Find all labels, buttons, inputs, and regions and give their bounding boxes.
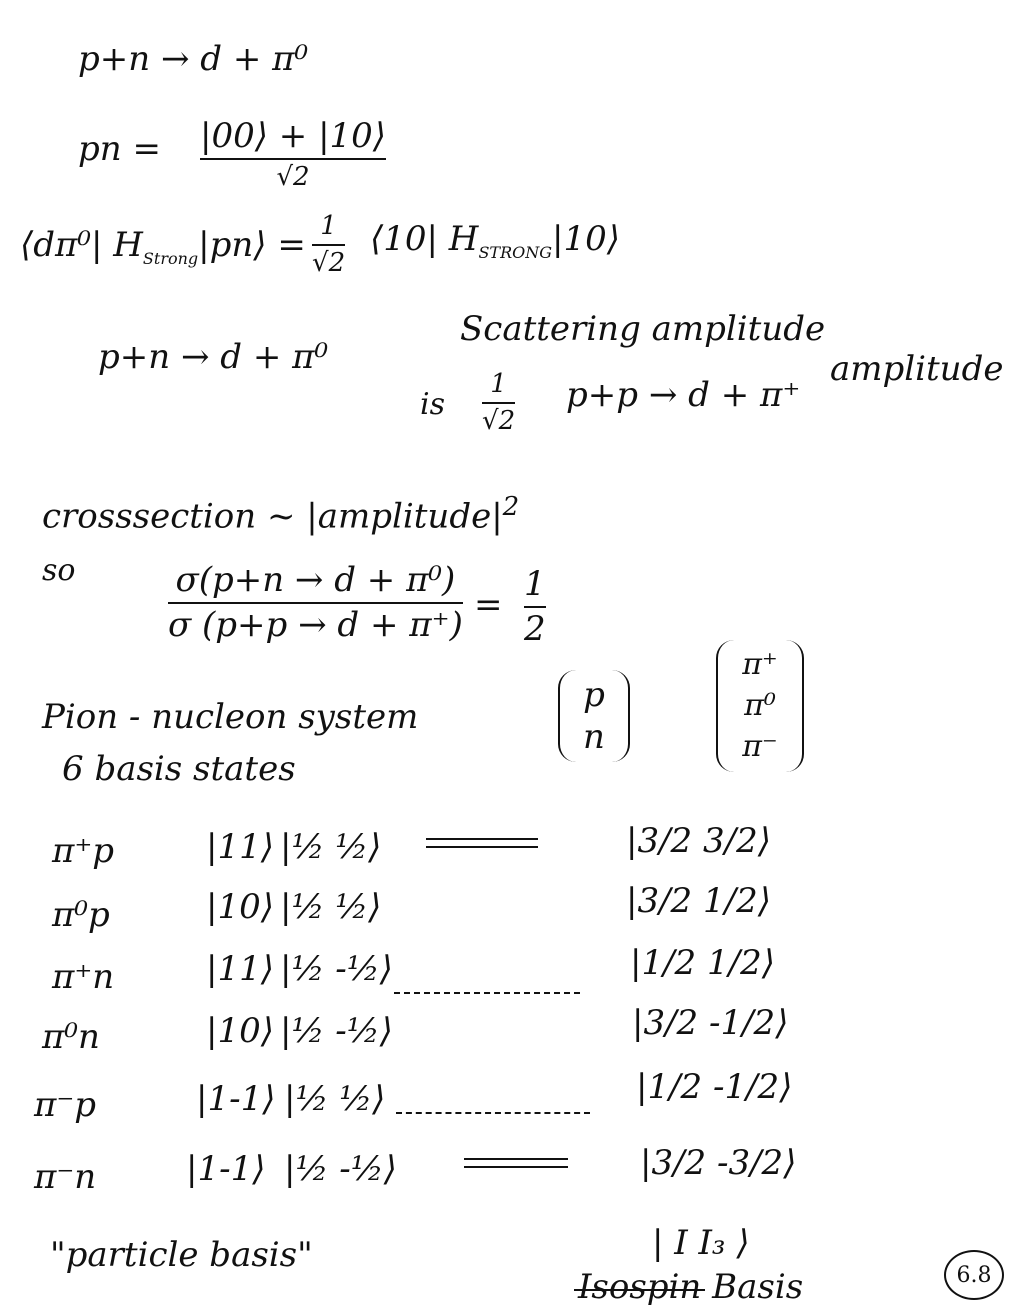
basis-states-text: 6 basis states (62, 749, 296, 789)
row-1-ket2: |½ ½⟩ (280, 827, 382, 867)
row-6-link-solid (464, 1158, 568, 1160)
pion-zero: π⁰ (744, 687, 776, 723)
basis-word: Basis (712, 1267, 804, 1307)
row-6-link-solid-2 (464, 1166, 568, 1168)
fraction-bar (200, 158, 386, 160)
matrix-rhs2: ⟨10| H (370, 219, 479, 259)
page-number: 6.8 (956, 1262, 992, 1288)
row-2-particle: π⁰p (52, 895, 110, 935)
matrix-frac-den: √2 (312, 247, 346, 278)
ratio-denominator: σ (p+p → d + π⁺) (168, 605, 463, 646)
row-5-isospin: |1/2 -1/2⟩ (636, 1067, 793, 1107)
isospin-word-struck: Isospin (578, 1267, 702, 1307)
row-3-ket2: |½ -½⟩ (280, 949, 393, 989)
matrix-subscript: Strong (142, 248, 199, 268)
nucleon-p: p (583, 674, 605, 715)
row-2-ket2: |½ ½⟩ (280, 887, 382, 927)
pn-denominator: √2 (276, 162, 310, 193)
row-4-particle: π⁰n (42, 1017, 100, 1057)
scattering-text: Scattering amplitude (460, 309, 826, 349)
isospin-basis-label (578, 1267, 804, 1307)
cross-power: 2 (502, 492, 520, 522)
pp-reaction: p+p → d + π⁺ (566, 375, 801, 415)
row-1-isospin: |3/2 3/2⟩ (626, 821, 771, 861)
ratio-value (524, 566, 546, 649)
cross-section-text (42, 492, 520, 537)
row-6-ket2: |½ -½⟩ (284, 1149, 397, 1189)
cross-section-ratio (168, 562, 463, 645)
matrix-subscript-2: STRONG (478, 242, 553, 262)
page-number-circle (944, 1250, 1004, 1300)
pion-nucleon-text: Pion - nucleon system (42, 697, 419, 737)
matrix-element (20, 225, 306, 268)
row-1-particle: π⁺p (52, 831, 115, 871)
row-4-ket1: |10⟩ (206, 1011, 274, 1051)
row-5-ket2: |½ ½⟩ (284, 1079, 386, 1119)
row-5-particle: π⁻p (34, 1085, 97, 1125)
row-3-particle: π⁺n (52, 957, 115, 997)
reaction-2: p+n → d + π⁰ (98, 337, 329, 377)
pion-column (716, 640, 804, 772)
is-fraction (482, 370, 515, 435)
row-6-ket1: |1-1⟩ (186, 1149, 266, 1189)
row-3-link-dashed (394, 992, 580, 994)
ratio-value-num: 1 (524, 564, 546, 604)
amplitude-word: amplitude (830, 349, 1004, 389)
matrix-rhs: |pn⟩ = (198, 225, 306, 265)
nucleon-column (558, 670, 630, 762)
cross-section: crosssection ~ |amplitude| (42, 496, 503, 537)
row-1-link-solid (426, 838, 538, 840)
matrix-frac-num: 1 (320, 211, 337, 241)
fraction-bar (482, 402, 515, 404)
row-6-isospin: |3/2 -3/2⟩ (640, 1143, 797, 1183)
is-frac-num: 1 (490, 369, 507, 399)
row-3-ket1: |11⟩ (206, 949, 274, 989)
reaction-pn-to-d-pi0: p+n → d + π⁰ (78, 39, 309, 79)
fraction-bar (524, 606, 546, 608)
row-1-link-solid-2 (426, 846, 538, 848)
so-text: so (42, 553, 76, 588)
row-3-isospin: |1/2 1/2⟩ (630, 943, 775, 983)
row-1-ket1: |11⟩ (206, 827, 274, 867)
row-4-isospin: |3/2 -1/2⟩ (632, 1003, 789, 1043)
ratio-value-den: 2 (524, 609, 546, 650)
ratio-equals: = (474, 585, 503, 625)
matrix-rhs3: |10⟩ (552, 219, 621, 259)
pn-numerator: |00⟩ + |10⟩ (200, 116, 387, 156)
row-2-isospin: |3/2 1/2⟩ (626, 881, 771, 921)
fraction-bar (312, 244, 345, 246)
row-6-particle: π⁻n (34, 1157, 97, 1197)
pion-plus: π⁺ (742, 646, 778, 682)
row-4-ket2: |½ -½⟩ (280, 1011, 393, 1051)
particle-basis-label: "particle basis" (50, 1235, 313, 1275)
ratio-numerator: σ(p+n → d + π⁰) (175, 560, 456, 600)
matrix-element-rhs (370, 219, 621, 262)
matrix-lhs: ⟨dπ⁰| H (20, 225, 143, 265)
row-5-ket1: |1-1⟩ (196, 1079, 276, 1119)
fraction-bar (168, 602, 463, 604)
is-text: is (420, 387, 445, 422)
nucleon-n: n (583, 716, 605, 757)
isospin-ket-label: | I I₃ ⟩ (652, 1223, 750, 1263)
is-frac-den: √2 (482, 405, 516, 436)
pion-minus: π⁻ (742, 729, 778, 765)
row-2-ket1: |10⟩ (206, 887, 274, 927)
pn-label: pn = (78, 129, 161, 169)
pn-fraction (200, 118, 386, 192)
matrix-fraction (312, 212, 345, 277)
row-5-link-dashed (396, 1112, 590, 1114)
